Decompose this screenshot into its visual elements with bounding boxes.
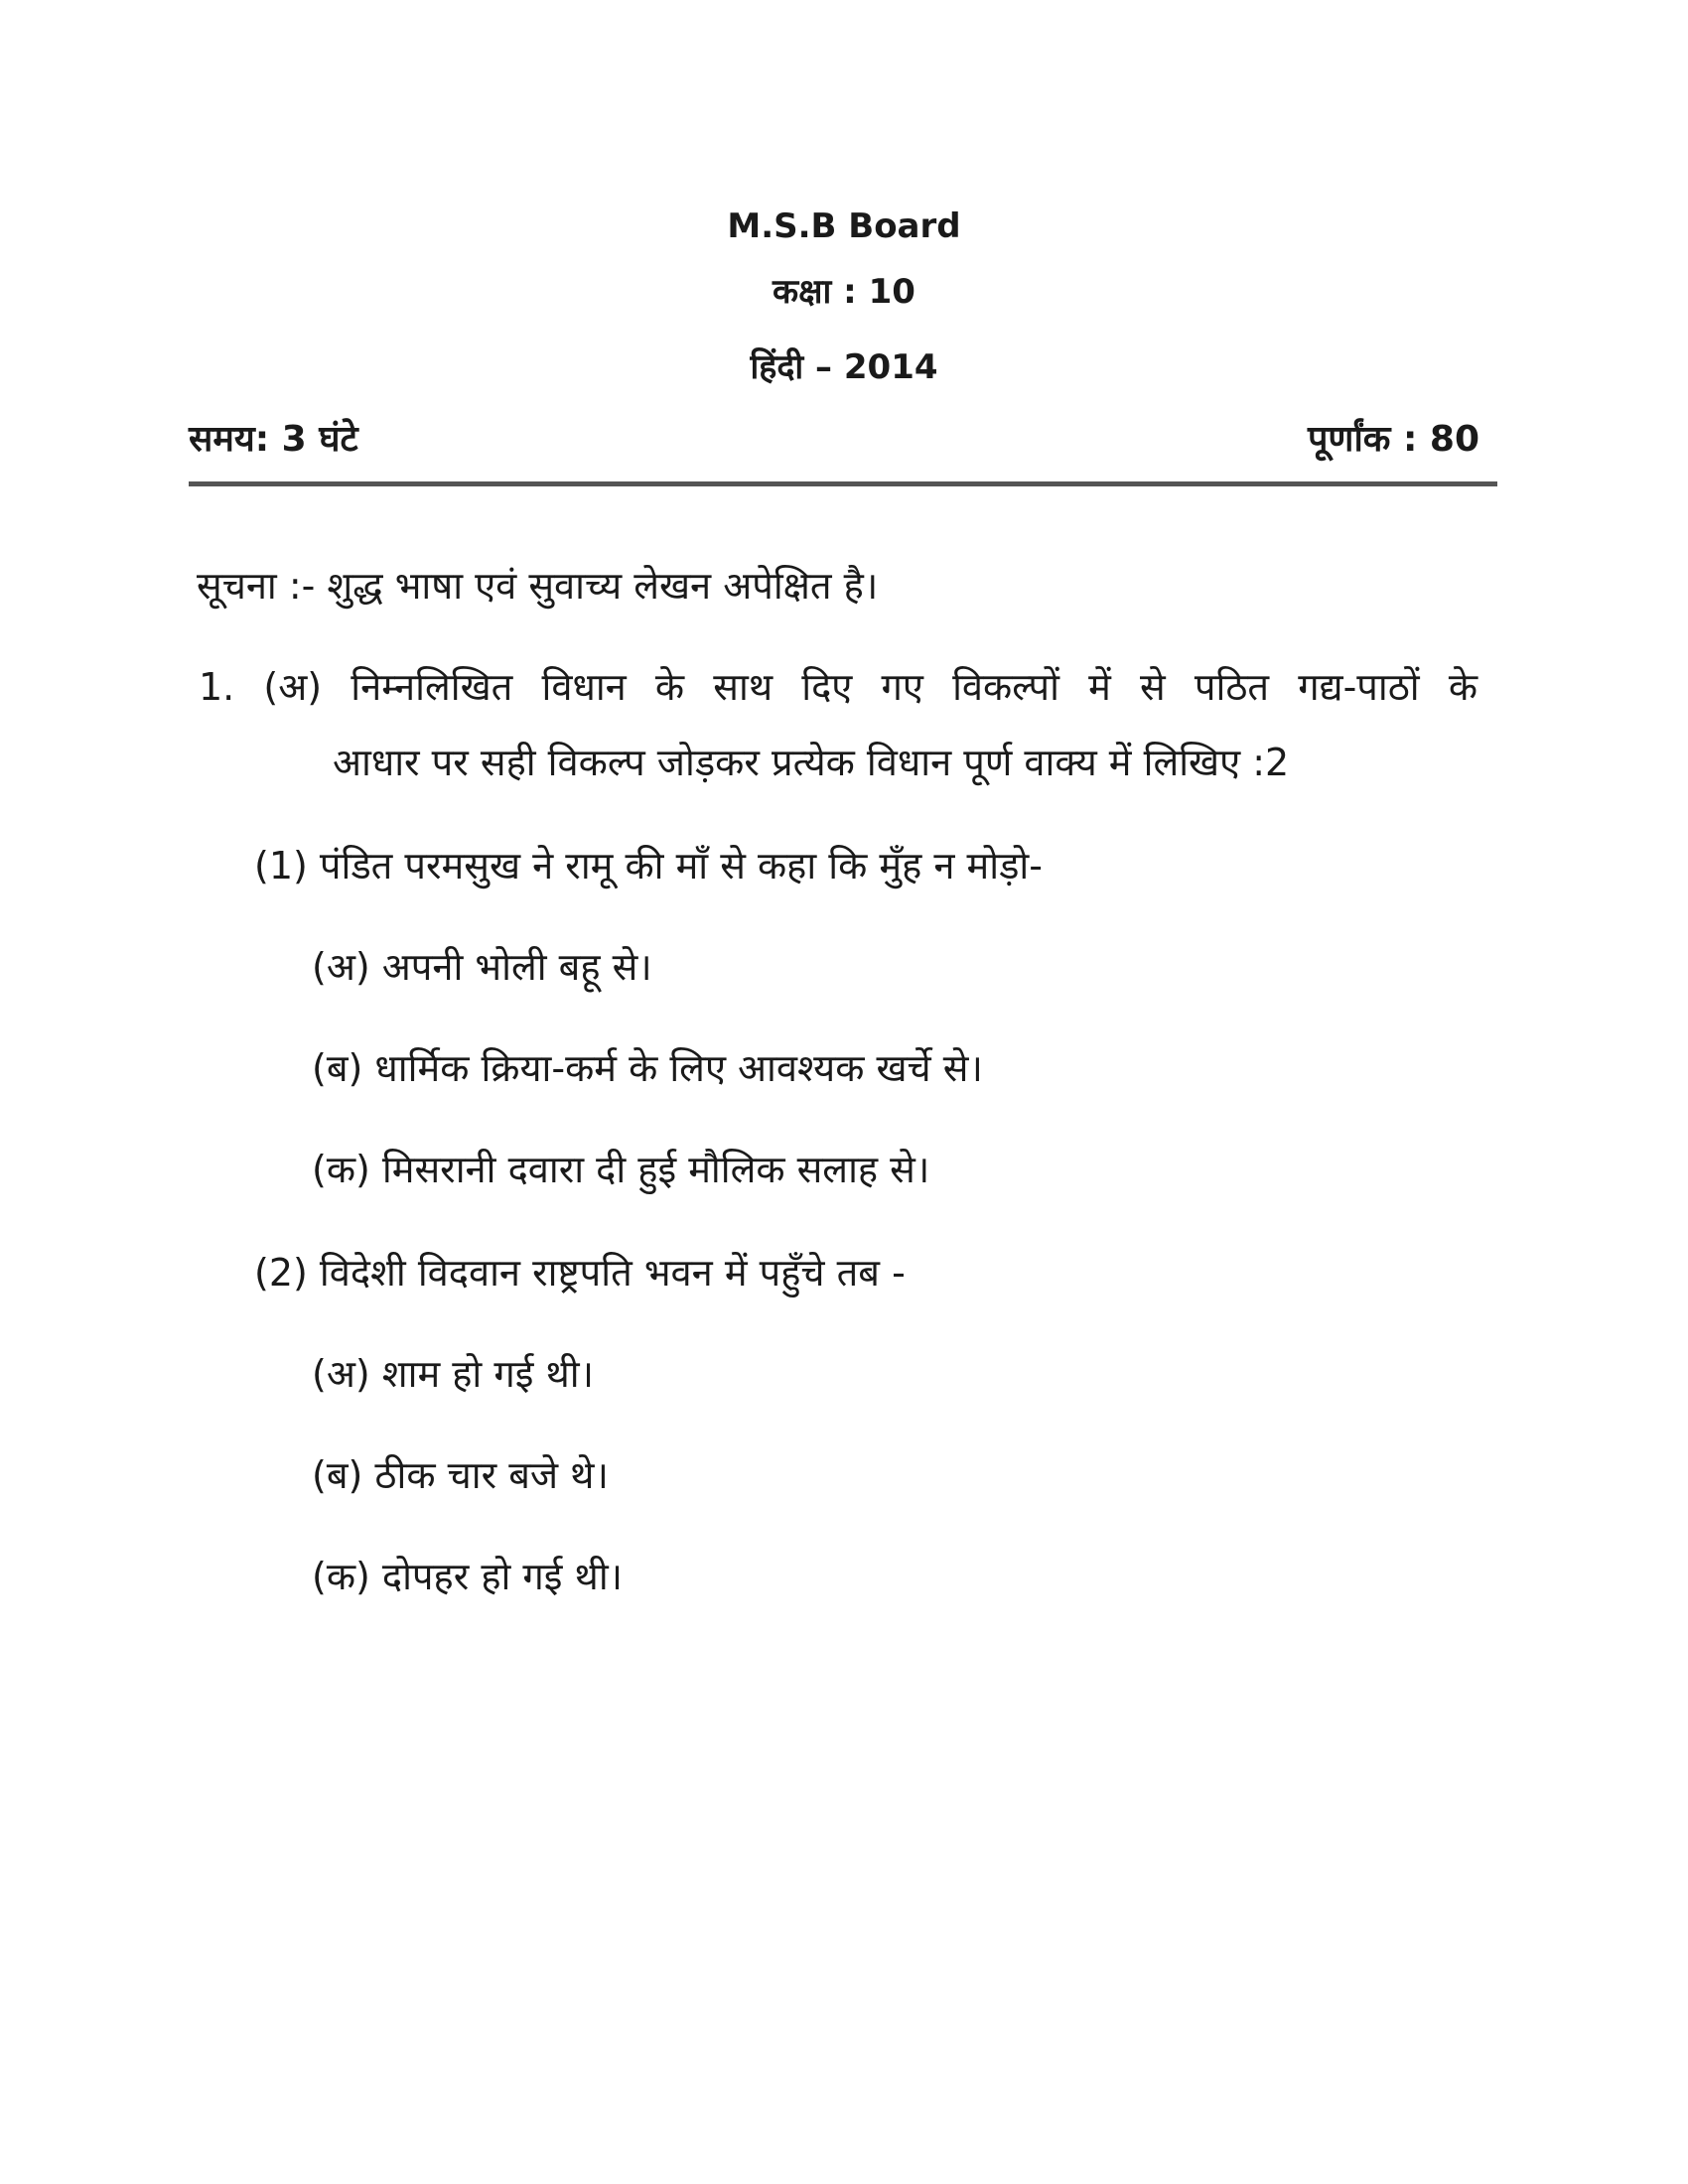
subject-year-line: हिंदी – 2014 [750,347,938,387]
exam-meta-row [189,415,1479,465]
option-c-2: (क) दोपहर हो गई थी। [312,1555,624,1598]
option-b-1: (ब) धार्मिक क्रिया-कर्म के लिए आवश्यक खर्चे से। [312,1046,983,1090]
question-1-heading: 1. (अ) निम्नलिखित विधान के साथ दिए गए विकल्पों में से पठित गद्य-पाठों के [199,665,1477,709]
class-line: कक्षा : 10 [773,272,915,312]
option-a-1: (अ) अपनी भोली बहू से। [312,945,652,989]
option-b-2: (ब) ठीक चार बजे थे। [312,1453,609,1497]
sub-question-1: (1) पंडित परमसुख ने रामू की माँ से कहा कि मुँह न मोड़ो- [254,844,1043,887]
question-1-heading-continued: आधार पर सही विकल्प जोड़कर प्रत्येक विधान पूर्ण वाक्य में लिखिए :2 [333,741,1290,784]
header-divider [189,481,1497,486]
instruction-text: सूचना :- शुद्ध भाषा एवं सुवाच्य लेखन अपेक्षित है। [197,564,879,608]
board-title: M.S.B Board [727,206,961,246]
total-marks: पूर्णांक : 80 [1307,419,1479,460]
option-c-1: (क) मिसरानी दवारा दी हुई मौलिक सलाह से। [312,1148,930,1191]
sub-question-2: (2) विदेशी विदवान राष्ट्रपति भवन में पहुँचे तब - [254,1251,906,1295]
option-a-2: (अ) शाम हो गई थी। [312,1352,595,1396]
time-allowed: समय: 3 घंटे [189,419,358,460]
